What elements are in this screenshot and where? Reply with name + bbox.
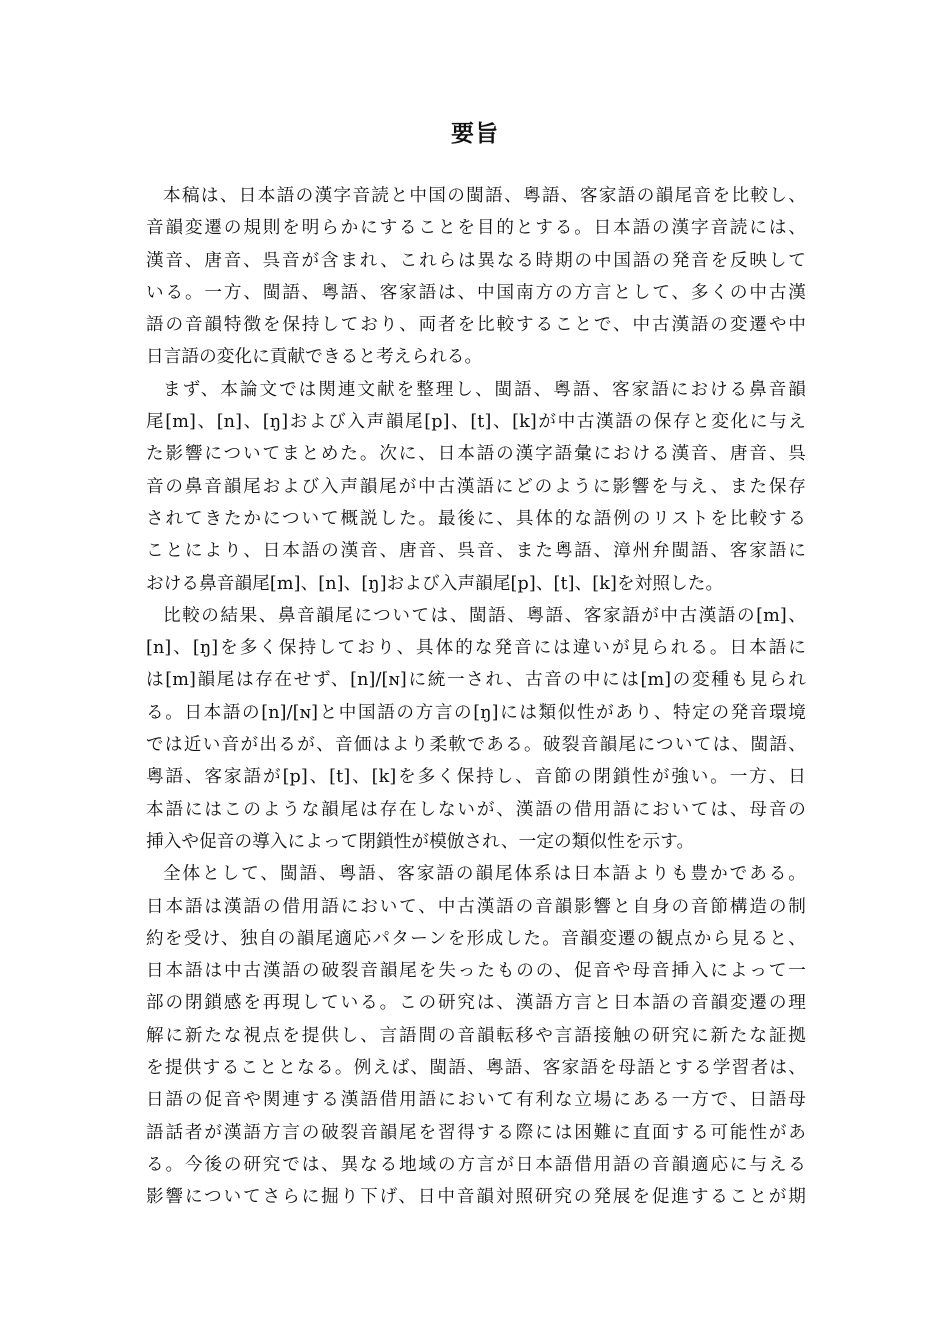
text-line: されてきたかについて概説した。最後に、具体的な語例のリストを比較する [146,508,806,529]
text-line: では近い音が出るが、音価はより柔軟である。破裂音韻尾については、閩語、 [146,735,806,756]
text-line: 影響についてさらに掘り下げ、日中音韻対照研究の発展を促進することが期 [146,1187,806,1208]
text-line: 日語の促音や関連する漢語借用語において有利な立場にある一方で、日語母 [146,1090,806,1111]
text-line: 全体として、閩語、粵語、客家語の韻尾体系は日本語よりも豊かである。 [163,864,806,885]
text-line: 本稿は、日本語の漢字音読と中国の閩語、粵語、客家語の韻尾音を比較し、 [163,186,806,206]
text-line: 日本語は中古漢語の破裂音韻尾を失ったものの、促音や母音挿入によって一 [146,961,806,982]
text-line: る。日本語の[n]/[ɴ]と中国語の方言の[ŋ]には類似性があり、特定の発音環境 [146,702,806,723]
text-line: 音韻変遷の規則を明らかにすることを目的とする。日本語の漢字音読には、 [146,218,806,239]
text-line: 尾[m]、[n]、[ŋ]および入声韻尾[p]、[t]、[k]が中古漢語の保存と変化に与え [146,412,806,433]
text-line: を提供することとなる。例えば、閩語、粵語、客家語を母語とする学習者は、 [146,1058,806,1079]
text-line: 語の音韻特徴を保持しており、両者を比較することで、中古漢語の変遷や中 [146,315,806,336]
text-line: [n]、[ŋ]を多く保持しており、具体的な発音には違いが見られる。日本語に [146,638,806,659]
text-line: 音の鼻音韻尾および入声韻尾が中古漢語にどのように影響を与え、また保存 [146,476,806,497]
text-line: た影響についてまとめた。次に、日本語の漢字語彙における漢音、唐音、呉 [146,444,806,465]
text-line: 部の閉鎖感を再現している。この研究は、漢語方言と日本語の音韻変遷の理 [146,993,806,1014]
text-line: いる。一方、閩語、粵語、客家語は、中国南方の方言として、多くの中古漢 [146,282,806,303]
abstract-body [146,180,806,1214]
text-line: 約を受け、独自の韻尾適応パターンを形成した。音韻変遷の観点から見ると、 [146,928,806,949]
text-line: 本語にはこのような韻尾は存在しないが、漢語の借用語においては、母音の [146,799,806,820]
text-line: 比較の結果、鼻音韻尾については、閩語、粵語、客家語が中古漢語の[m]、 [163,605,806,626]
text-line: 粵語、客家語が[p]、[t]、[k]を多く保持し、音節の閉鎖性が強い。一方、日 [146,767,806,788]
text-line: 漢音、唐音、呉音が含まれ、これらは異なる時期の中国語の発音を反映して [146,250,806,271]
text-line: は[m]韻尾は存在せず、[n]/[ɴ]に統一され、古音の中には[m]の変種も見られ [146,670,806,691]
text-line: 日本語は漢語の借用語において、中古漢語の音韻影響と自身の音節構造の制 [146,896,806,917]
abstract-title: 要旨 [451,121,499,147]
text-line: まず、本論文では関連文献を整理し、閩語、粵語、客家語における鼻音韻 [163,379,806,400]
text-line: 日言語の変化に貢献できると考えられる。 [146,347,483,368]
text-line: る。今後の研究では、異なる地域の方言が日本語借用語の音韻適応に与える [146,1154,806,1175]
text-line: 解に新たな視点を提供し、言語間の音韻転移や言語接触の研究に新たな証拠 [146,1025,806,1046]
text-line: 挿入や促音の導入によって閉鎖性が模倣され、一定の類似性を示す。 [146,831,695,852]
text-line: ことにより、日本語の漢音、唐音、呉音、また粵語、漳州弁閩語、客家語に [146,541,806,562]
text-line: 語話者が漢語方言の破裂音韻尾を習得する際には困難に直面する可能性があ [146,1122,806,1143]
text-line: おける鼻音韻尾[m]、[n]、[ŋ]および入声韻尾[p]、[t]、[k]を対照した。 [146,573,724,594]
